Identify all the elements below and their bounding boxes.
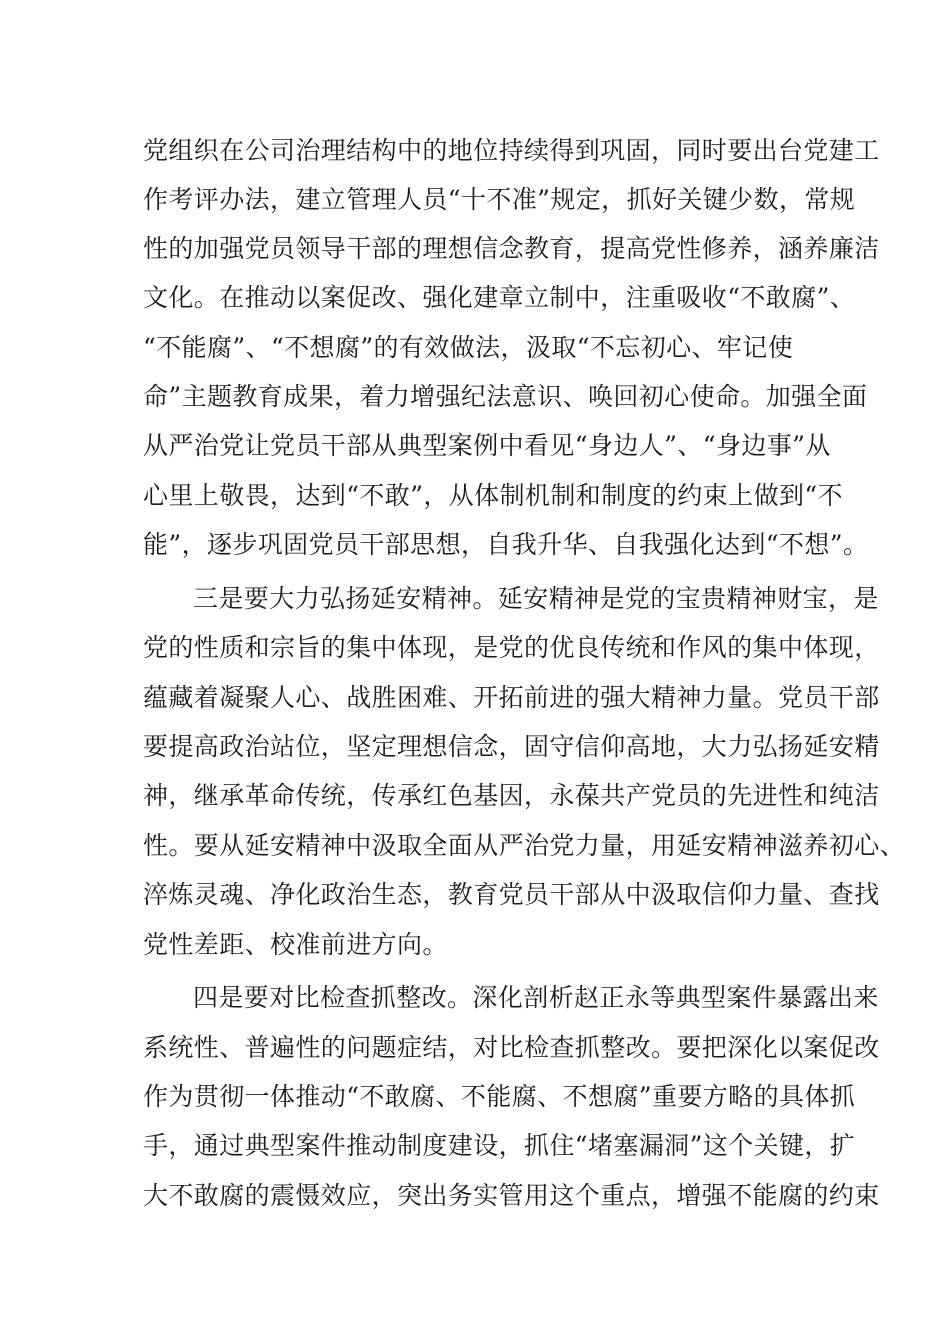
text-line: 三是要大力弘扬延安精神。延安精神是党的宝贵精神财宝，是 xyxy=(193,584,879,613)
text-line: 系统性、普遍性的问题症结，对比检查抓整改。要把深化以案促改 xyxy=(143,1033,880,1062)
text-line: 从严治党让党员干部从典型案例中看见“身边人”、“身边事”从 xyxy=(143,431,831,460)
text-line: 蕴藏着凝聚人心、战胜困难、开拓前进的强大精神力量。党员干部 xyxy=(143,683,880,712)
text-line: 命”主题教育成果，着力增强纪法意识、唤回初心使命。加强全面 xyxy=(143,382,868,411)
text-line: 党性差距、校准前进方向。 xyxy=(143,930,448,959)
text-line: 文化。在推动以案促改、强化建章立制中，注重吸收“不敢腐”、 xyxy=(143,283,856,312)
text-line: 手，通过典型案件推动制度建设，抓住“堵塞漏洞”这个关键，扩 xyxy=(143,1131,856,1160)
text-line: 神，继承革命传统，传承红色基因，永葆共产党员的先进性和纯洁 xyxy=(143,781,880,810)
text-line: 性。要从延安精神中汲取全面从严治党力量，用延安精神滋养初心、 xyxy=(143,831,906,860)
text-line: 党组织在公司治理结构中的地位持续得到巩固，同时要出台党建工 xyxy=(143,136,880,165)
text-line: 大不敢腐的震慑效应，突出务实管用这个重点，增强不能腐的约束 xyxy=(143,1181,880,1210)
text-line: 党的性质和宗旨的集中体现，是党的优良传统和作风的集中体现， xyxy=(143,633,880,662)
text-line: 四是要对比检查抓整改。深化剖析赵正永等典型案件暴露出来 xyxy=(193,983,879,1012)
text-line: 淬炼灵魂、净化政治生态，教育党员干部从中汲取信仰力量、查找 xyxy=(143,880,880,909)
text-line: 作为贯彻一体推动“不敢腐、不能腐、不想腐”重要方略的具体抓 xyxy=(143,1082,856,1111)
text-line: 作考评办法，建立管理人员“十不准”规定，抓好关键少数，常规 xyxy=(143,185,856,214)
text-line: “不能腐”、“不想腐”的有效做法，汲取“不忘初心、牢记使 xyxy=(143,333,794,362)
text-line: 能”，逐步巩固党员干部思想，自我升华、自我强化达到“不想”。 xyxy=(143,530,869,559)
text-line: 心里上敬畏，达到“不敢”，从体制机制和制度的约束上做到“不 xyxy=(143,481,843,510)
text-line: 要提高政治站位，坚定理想信念，固守信仰高地，大力弘扬延安精 xyxy=(143,732,880,761)
text-line: 性的加强党员领导干部的理想信念教育，提高党性修养，涵养廉洁 xyxy=(143,234,880,263)
